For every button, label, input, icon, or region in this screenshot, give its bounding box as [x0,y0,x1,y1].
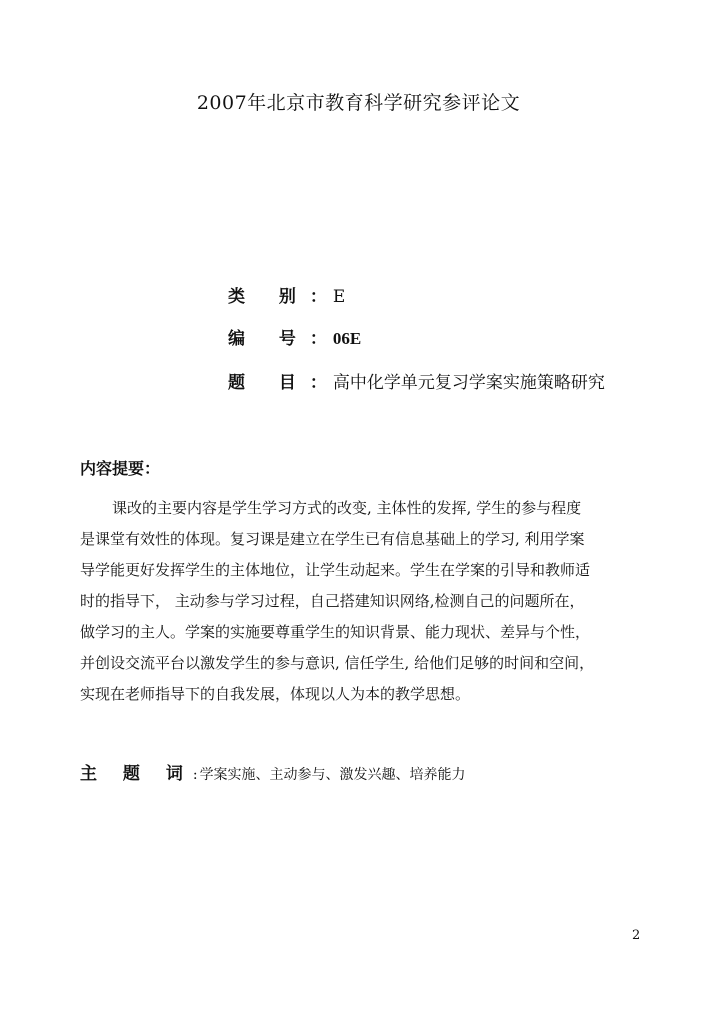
meta-category-label: 类 别 [228,287,310,307]
meta-number-label: 编 号 [228,329,310,349]
abstract-line: 并创设交流平台以激发学生的参与意识, 信任学生, 给他们足够的时间和空间， [80,654,595,672]
meta-topic-sep: ： [309,373,327,393]
abstract-line: 是课堂有效性的体现。复习课是建立在学生已有信息基础上的学习, 利用学案 [80,530,585,548]
page-title: 2007年北京市教育科学研究参评论文 [196,92,521,114]
meta-category-sep: ： [309,287,327,307]
abstract-line: 课改的主要内容是学生学习方式的改变, 主体性的发挥, 学生的参与程度 [112,499,582,517]
abstract-line: 导学能更好发挥学生的主体地位，让学生动起来。学生在学案的引导和教师适 [80,561,591,579]
keywords-sep: : [192,767,198,783]
meta-category-value: E [332,287,346,307]
keywords-row [80,760,466,789]
meta-topic-value: 高中化学单元复习学案实施策略研究 [332,373,605,393]
meta-topic-row [228,368,605,398]
meta-number-row [228,324,361,354]
abstract-body [80,493,648,710]
abstract-heading: 内容提要： [80,459,161,478]
abstract-line: 做学习的主人。学案的实施要尊重学生的知识背景、能力现状、差异与个性， [80,623,591,641]
page-number: 2 [632,928,641,943]
meta-category-row [228,282,345,312]
meta-number-sep: ： [309,329,327,349]
meta-number-value: 06E [332,329,362,348]
abstract-line: 时的指导下， 主动参与学习过程，自己搭建知识网络,检测自己的问题所在， [80,592,585,610]
keywords-value: 学案实施、主动参与、激发兴趣、培养能力 [199,767,466,783]
keywords-label: 主 题 词 [80,764,193,784]
abstract-line: 实现在老师指导下的自我发展，体现以人为本的教学思想。 [80,685,471,703]
meta-topic-label: 题 目 [228,373,310,393]
